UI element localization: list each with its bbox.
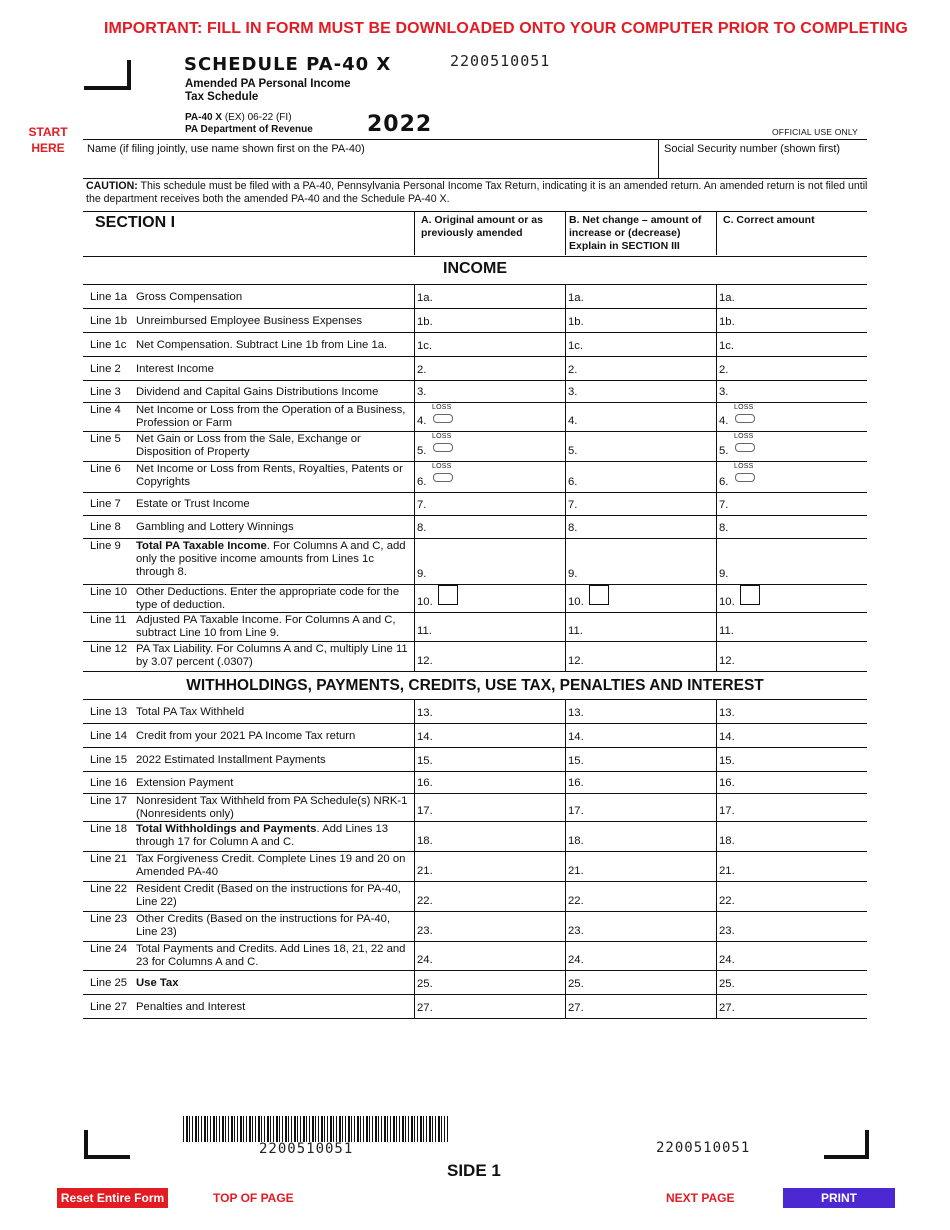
line-number: Line 6 — [90, 463, 121, 475]
row-divider — [83, 641, 867, 642]
line-number: Line 2 — [90, 362, 121, 375]
line-description — [136, 1001, 410, 1014]
line-description-text: Net Compensation. Subtract Line 1b from Line 1a. — [136, 338, 388, 351]
line-description-text: Other Deductions. Enter the appropriate code for the type of deduction. — [136, 586, 400, 611]
line-description — [136, 315, 410, 328]
amount-field-col-c[interactable]: 1a. — [719, 292, 735, 304]
amount-field-col-a[interactable]: 5. — [417, 445, 427, 457]
line-description-text: Penalties and Interest — [136, 1000, 246, 1013]
row-divider — [83, 994, 867, 995]
line-description — [136, 463, 410, 489]
name-ssn-divider — [658, 139, 659, 178]
column-divider — [414, 699, 415, 1018]
line-description-text: Net Income or Loss from Rents, Royalties, Patents or Copyrights — [136, 463, 403, 488]
line-description — [136, 977, 410, 990]
line-number: Line 27 — [90, 1000, 128, 1013]
corner-mark-bottom-right — [824, 1130, 869, 1159]
line-number: Line 15 — [90, 753, 128, 766]
side-label: SIDE 1 — [447, 1161, 501, 1180]
amount-field-col-c[interactable]: 9. — [719, 568, 729, 580]
deduction-code-box[interactable] — [438, 585, 458, 605]
row-divider — [83, 492, 867, 493]
row-divider — [83, 699, 867, 700]
line-description — [136, 823, 410, 849]
name-field[interactable]: Name (if filing jointly, use name shown first on the PA-40) — [87, 143, 365, 155]
column-divider — [565, 284, 566, 671]
caution-text — [86, 180, 871, 206]
amount-field-col-a[interactable]: 2. — [417, 364, 427, 376]
amount-field-col-c[interactable]: 27. — [719, 1002, 735, 1014]
line-description-text: Nonresident Tax Withheld from PA Schedule(s) NRK-1 (Nonresidents only) — [136, 795, 408, 820]
withholding-title: WITHHOLDINGS, PAYMENTS, CREDITS, USE TAX, PENALTIES AND INTEREST — [186, 677, 764, 694]
start-here-label: START HERE — [28, 125, 68, 155]
line-description-text: Estate or Trust Income — [136, 498, 250, 510]
line-description-text: Net Gain or Loss from the Sale, Exchange or Disposition of Property — [136, 433, 361, 458]
print-button[interactable]: PRINT — [783, 1188, 895, 1208]
line-number: Line 22 — [90, 883, 128, 895]
amount-field-col-c[interactable]: 11. — [719, 625, 734, 637]
line-description-text: . Add Lines 13 through 17 for Column A and C. — [136, 823, 389, 848]
column-divider — [716, 284, 717, 671]
line-description — [136, 498, 410, 511]
row-divider — [83, 1018, 867, 1019]
column-divider — [565, 699, 566, 1018]
loss-checkbox[interactable] — [433, 473, 453, 482]
amount-field-col-b[interactable]: 1b. — [568, 316, 584, 328]
amount-field-col-a[interactable]: 12. — [417, 655, 433, 667]
line-description-text: Dividend and Capital Gains Distributions Income — [136, 385, 379, 398]
line-description — [136, 586, 410, 612]
line-number: Line 1b — [90, 314, 128, 327]
loss-label: LOSS — [734, 433, 754, 440]
line-description-text: Credit from your 2021 PA Income Tax return — [136, 729, 356, 742]
line-number: Line 4 — [90, 404, 121, 416]
amount-field-col-c[interactable]: 21. — [719, 865, 735, 877]
amount-field-col-a[interactable]: 24. — [417, 954, 433, 966]
line-description — [136, 754, 410, 767]
deduction-code-box[interactable] — [740, 585, 760, 605]
amount-field-col-a[interactable]: 4. — [417, 415, 427, 427]
amount-field-col-c[interactable]: 14. — [719, 731, 735, 743]
amount-field-col-a[interactable]: 18. — [417, 835, 433, 847]
amount-field-col-c[interactable]: 10. — [719, 596, 735, 608]
line-description — [136, 363, 410, 376]
column-a-header: A. Original amount or as previously amended — [421, 214, 543, 239]
row-divider — [83, 461, 867, 462]
amount-field-col-b[interactable]: 21. — [568, 865, 584, 877]
loss-label: LOSS — [734, 463, 754, 470]
row-divider — [83, 941, 867, 942]
ssn-field[interactable]: Social Security number (shown first) — [664, 143, 841, 155]
corner-mark-bottom-left — [84, 1130, 130, 1159]
row-divider — [83, 284, 867, 285]
line-number: Line 5 — [90, 433, 121, 445]
amount-field-col-c[interactable]: 25. — [719, 978, 735, 990]
deduction-code-box[interactable] — [589, 585, 609, 605]
line-number: Line 9 — [90, 540, 121, 552]
line-description-text: Total Payments and Credits. Add Lines 18, 21, 22 and 23 for Columns A and C. — [136, 943, 406, 968]
amount-field-col-b[interactable]: 4. — [568, 415, 578, 427]
amount-field-col-a[interactable]: 1b. — [417, 316, 433, 328]
amount-field-col-c[interactable]: 24. — [719, 954, 735, 966]
amount-field-col-b[interactable]: 9. — [568, 568, 578, 580]
line-description-bold: Use Tax — [136, 976, 179, 989]
line-description — [136, 339, 410, 352]
income-title: INCOME — [443, 260, 507, 277]
amount-field-col-c[interactable]: 1b. — [719, 316, 735, 328]
amount-field-col-a[interactable]: 6. — [417, 476, 427, 488]
line-number: Line 18 — [90, 823, 128, 835]
amount-field-col-b[interactable]: 14. — [568, 731, 584, 743]
line-number: Line 7 — [90, 498, 121, 510]
amount-field-col-b[interactable]: 1a. — [568, 292, 584, 304]
row-divider — [83, 881, 867, 882]
amount-field-col-b[interactable]: 15. — [568, 755, 584, 767]
row-divider — [83, 793, 867, 794]
line-number: Line 23 — [90, 913, 128, 925]
next-page-link[interactable]: NEXT PAGE — [666, 1191, 735, 1205]
row-divider — [83, 380, 867, 381]
amount-field-col-a[interactable]: 7. — [417, 499, 427, 511]
caution-body: This schedule must be filed with a PA-40, Pennsylvania Personal Income Tax Return, indicating it is an amended return. An amended return is not filed until the department receives both the amended PA-40 and the Schedule PA-40 X. — [86, 180, 868, 205]
amount-field-col-a[interactable]: 23. — [417, 925, 433, 937]
form-code-top: 2200510051 — [450, 52, 551, 70]
line-description — [136, 706, 410, 719]
amount-field-col-a[interactable]: 21. — [417, 865, 433, 877]
loss-label: LOSS — [432, 433, 452, 440]
line-description-bold: Total Withholdings and Payments — [136, 823, 317, 835]
corner-mark-top-left — [84, 60, 131, 90]
line-description-text: Extension Payment — [136, 776, 234, 789]
section-title: SECTION I — [95, 214, 176, 231]
amount-field-col-c[interactable]: 6. — [719, 476, 729, 488]
line-number: Line 13 — [90, 705, 128, 718]
form-revision: (EX) 06-22 (FI) — [222, 112, 292, 123]
amount-field-col-b[interactable]: 8. — [568, 522, 578, 534]
line-description — [136, 404, 410, 430]
row-divider — [83, 538, 867, 539]
amount-field-col-b[interactable]: 12. — [568, 655, 584, 667]
line-description-text: Resident Credit (Based on the instructions for PA-40, Line 22) — [136, 883, 401, 908]
amount-field-col-c[interactable]: 8. — [719, 522, 729, 534]
amount-field-col-a[interactable]: 8. — [417, 522, 427, 534]
amount-field-col-b[interactable]: 17. — [568, 805, 584, 817]
line-description-text: Gross Compensation — [136, 290, 243, 303]
line-description-text: Adjusted PA Taxable Income. For Columns A and C, subtract Line 10 from Line 9. — [136, 614, 396, 639]
line-description — [136, 777, 410, 790]
amount-field-col-c[interactable]: 13. — [719, 707, 735, 719]
row-divider — [83, 308, 867, 309]
line-description-text: Tax Forgiveness Credit. Complete Lines 19 and 20 on Amended PA-40 — [136, 853, 406, 878]
column-b-header: B. Net change – amount of increase or (decrease) Explain in SECTION III — [569, 214, 702, 252]
reset-form-button[interactable]: Reset Entire Form — [57, 1188, 168, 1208]
row-divider — [83, 970, 867, 971]
barcode — [183, 1116, 448, 1142]
line-description-text: Other Credits (Based on the instructions for PA-40, Line 23) — [136, 913, 391, 938]
amount-field-col-c[interactable]: 16. — [719, 777, 735, 789]
row-divider — [83, 332, 867, 333]
line-number: Line 8 — [90, 521, 121, 533]
line-description — [136, 521, 410, 534]
amount-field-col-b[interactable]: 27. — [568, 1002, 584, 1014]
header-col-divider — [565, 211, 566, 255]
line-description — [136, 853, 410, 879]
amount-field-col-b[interactable]: 23. — [568, 925, 584, 937]
row-divider — [83, 771, 867, 772]
line-description — [136, 913, 410, 939]
official-use-label: OFFICIAL USE ONLY — [772, 127, 859, 137]
line-description-text: PA Tax Liability. For Columns A and C, multiply Line 11 by 3.07 percent (.0307) — [136, 643, 408, 668]
amount-field-col-b[interactable]: 24. — [568, 954, 584, 966]
line-number: Line 10 — [90, 586, 128, 598]
line-description — [136, 883, 410, 909]
loss-label: LOSS — [734, 404, 754, 411]
header-col-divider — [716, 211, 717, 255]
important-banner: IMPORTANT: FILL IN FORM MUST BE DOWNLOADED ONTO YOUR COMPUTER PRIOR TO COMPLETING — [104, 20, 908, 37]
amount-field-col-a[interactable]: 1c. — [417, 340, 433, 352]
line-description — [136, 291, 410, 304]
row-divider — [83, 747, 867, 748]
line-number: Line 12 — [90, 643, 128, 655]
line-description — [136, 540, 410, 579]
line-description-text: Gambling and Lottery Winnings — [136, 521, 294, 533]
schedule-subtitle: Amended PA Personal Income Tax Schedule — [185, 78, 351, 103]
line-description — [136, 943, 410, 969]
line-description-text: Net Income or Loss from the Operation of a Business, Profession or Farm — [136, 404, 406, 429]
loss-checkbox[interactable] — [433, 443, 453, 452]
amount-field-col-c[interactable]: 4. — [719, 415, 729, 427]
line-description-text: Total PA Tax Withheld — [136, 705, 245, 718]
loss-checkbox[interactable] — [433, 414, 453, 423]
amount-field-col-b[interactable]: 7. — [568, 499, 578, 511]
amount-field-col-b[interactable]: 3. — [568, 386, 578, 398]
amount-field-col-b[interactable]: 1c. — [568, 340, 584, 352]
amount-field-col-b[interactable]: 11. — [568, 625, 583, 637]
column-divider — [716, 699, 717, 1018]
line-description — [136, 795, 410, 821]
row-divider — [83, 851, 867, 852]
department: PA Department of Revenue — [185, 124, 313, 135]
amount-field-col-c[interactable]: 3. — [719, 386, 729, 398]
form-number: PA-40 X — [185, 112, 223, 123]
loss-checkbox[interactable] — [735, 443, 755, 452]
row-divider — [83, 612, 867, 613]
row-divider — [83, 723, 867, 724]
amount-field-col-a[interactable]: 15. — [417, 755, 433, 767]
row-divider — [83, 515, 867, 516]
amount-field-col-a[interactable]: 13. — [417, 707, 433, 719]
amount-field-col-c[interactable]: 2. — [719, 364, 729, 376]
amount-field-col-c[interactable]: 22. — [719, 895, 735, 907]
tax-year: 2022 — [367, 112, 433, 137]
amount-field-col-c[interactable]: 17. — [719, 805, 735, 817]
schedule-title: SCHEDULE PA-40 X — [184, 54, 392, 75]
amount-field-col-b[interactable]: 5. — [568, 445, 578, 457]
amount-field-col-a[interactable]: 1a. — [417, 292, 433, 304]
line-number: Line 25 — [90, 976, 128, 989]
amount-field-col-c[interactable]: 18. — [719, 835, 735, 847]
amount-field-col-c[interactable]: 7. — [719, 499, 729, 511]
row-divider — [83, 821, 867, 822]
row-divider — [83, 356, 867, 357]
caution-label: CAUTION: — [86, 180, 138, 192]
line-description — [136, 433, 410, 459]
amount-field-col-b[interactable]: 25. — [568, 978, 584, 990]
loss-label: LOSS — [432, 463, 452, 470]
line-number: Line 1a — [90, 290, 128, 303]
loss-checkbox[interactable] — [735, 414, 755, 423]
line-number: Line 1c — [90, 338, 127, 351]
amount-field-col-b[interactable]: 2. — [568, 364, 578, 376]
form-code-bottom: 2200510051 — [656, 1140, 751, 1156]
row-divider — [83, 671, 867, 672]
line-number: Line 11 — [90, 614, 127, 626]
amount-field-col-a[interactable]: 10. — [417, 596, 433, 608]
line-number: Line 14 — [90, 729, 128, 742]
amount-field-col-b[interactable]: 10. — [568, 596, 584, 608]
line-description-text: . For Columns A and C, add only the positive income amounts from Lines 1c through 8. — [136, 540, 406, 578]
column-divider — [414, 284, 415, 671]
amount-field-col-a[interactable]: 27. — [417, 1002, 433, 1014]
loss-label: LOSS — [432, 404, 452, 411]
line-number: Line 24 — [90, 943, 128, 955]
line-number: Line 16 — [90, 776, 128, 789]
line-description — [136, 643, 410, 669]
line-description-text: 2022 Estimated Installment Payments — [136, 753, 326, 766]
line-number: Line 3 — [90, 385, 121, 398]
amount-field-col-c[interactable]: 12. — [719, 655, 735, 667]
amount-field-col-a[interactable]: 22. — [417, 895, 433, 907]
amount-field-col-c[interactable]: 5. — [719, 445, 729, 457]
amount-field-col-b[interactable]: 22. — [568, 895, 584, 907]
row-divider — [83, 911, 867, 912]
top-of-page-link[interactable]: TOP OF PAGE — [213, 1191, 294, 1205]
amount-field-col-a[interactable]: 3. — [417, 386, 427, 398]
amount-field-col-a[interactable]: 14. — [417, 731, 433, 743]
barcode-code: 2200510051 — [259, 1141, 354, 1157]
row-divider — [83, 431, 867, 432]
row-divider — [83, 402, 867, 403]
amount-field-col-a[interactable]: 16. — [417, 777, 433, 789]
line-description-bold: Total PA Taxable Income — [136, 540, 267, 552]
amount-field-col-c[interactable]: 15. — [719, 755, 735, 767]
form-number-block — [185, 112, 313, 136]
line-description-text: Interest Income — [136, 362, 214, 375]
amount-field-col-a[interactable]: 11. — [417, 625, 432, 637]
line-description — [136, 730, 410, 743]
header-col-divider — [414, 211, 415, 255]
line-number: Line 17 — [90, 795, 128, 807]
amount-field-col-b[interactable]: 6. — [568, 476, 578, 488]
amount-field-col-c[interactable]: 23. — [719, 925, 735, 937]
line-description-text: Unreimbursed Employee Business Expenses — [136, 314, 363, 327]
amount-field-col-b[interactable]: 16. — [568, 777, 584, 789]
amount-field-col-b[interactable]: 13. — [568, 707, 584, 719]
amount-field-col-a[interactable]: 25. — [417, 978, 433, 990]
line-description — [136, 614, 410, 640]
line-number: Line 21 — [90, 853, 128, 865]
line-description — [136, 386, 410, 399]
column-c-header: C. Correct amount — [723, 214, 815, 226]
loss-checkbox[interactable] — [735, 473, 755, 482]
amount-field-col-b[interactable]: 18. — [568, 835, 584, 847]
amount-field-col-a[interactable]: 17. — [417, 805, 433, 817]
amount-field-col-a[interactable]: 9. — [417, 568, 427, 580]
amount-field-col-c[interactable]: 1c. — [719, 340, 735, 352]
